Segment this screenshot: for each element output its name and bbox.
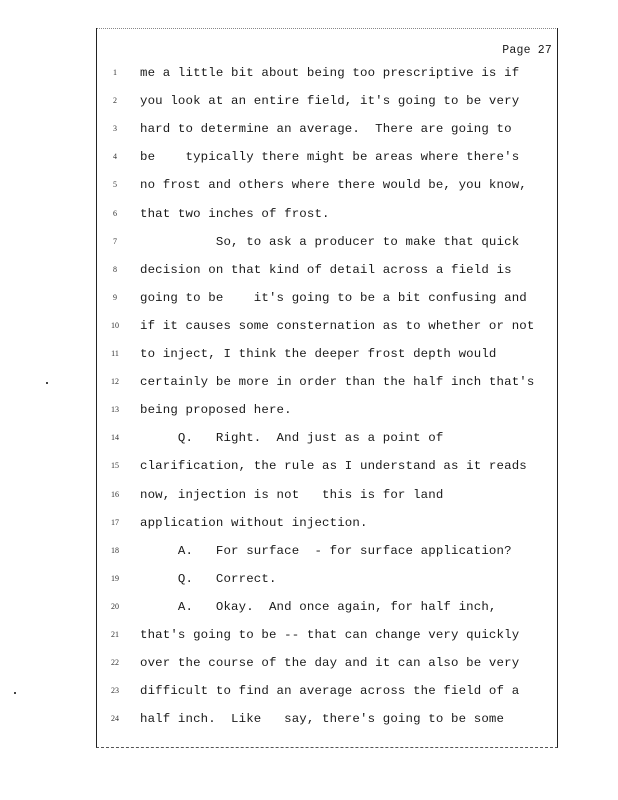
line-number: 10 — [111, 320, 119, 330]
transcript-line-text: hard to determine an average. There are going to — [140, 122, 512, 137]
line-number: 8 — [113, 264, 117, 274]
line-number: 24 — [111, 714, 119, 724]
transcript-line-text: going to be it's going to be a bit confusing and — [140, 290, 527, 305]
transcript-line-text: So, to ask a producer to make that quick — [140, 234, 520, 249]
line-number: 23 — [111, 686, 119, 696]
scan-margin-mark — [14, 692, 16, 694]
transcript-line-text: that's going to be -- that can change very quickly — [140, 628, 520, 642]
line-number: 14 — [111, 433, 119, 443]
line-number: 20 — [111, 601, 119, 611]
transcript-line-text: you look at an entire field, it's going to be very — [140, 94, 520, 109]
transcript-line-text: over the course of the day and it can also be very — [140, 656, 520, 671]
line-number: 2 — [113, 96, 117, 106]
transcript-line-text: decision on that kind of detail across a field is — [140, 262, 512, 277]
page-number: Page 27 — [502, 44, 552, 57]
line-number: 21 — [111, 630, 119, 639]
line-number: 15 — [111, 461, 119, 471]
transcript-line-text: being proposed here. — [140, 403, 292, 418]
line-number: 6 — [113, 208, 117, 218]
line-number: 12 — [111, 377, 119, 387]
transcript-line-text: Q. Correct. — [140, 571, 277, 586]
transcript-line-text: application without injection. — [140, 515, 368, 530]
line-number: 17 — [111, 517, 119, 527]
transcript-line-text: Q. Right. And just as a point of — [140, 431, 444, 446]
transcript-line-text: now, injection is not this is for land — [140, 487, 444, 502]
line-number: 4 — [113, 152, 117, 162]
line-number: 13 — [111, 405, 119, 415]
line-number: 19 — [111, 573, 119, 583]
transcript-line-text: half inch. Like say, there's going to be some — [140, 712, 505, 727]
line-number: 3 — [113, 124, 117, 134]
line-number: 1 — [113, 68, 117, 77]
transcript-line-text: A. For surface - for surface application? — [140, 543, 512, 558]
scan-margin-mark — [46, 382, 48, 384]
transcript-line-text: to inject, I think the deeper frost depth would — [140, 347, 497, 361]
transcript-line-text: clarification, the rule as I understand as it reads — [140, 459, 527, 474]
line-number: 7 — [113, 236, 117, 246]
line-number: 11 — [111, 349, 119, 358]
line-number: 18 — [111, 545, 119, 555]
line-number: 5 — [113, 180, 117, 190]
line-number: 16 — [111, 489, 119, 499]
transcript-line-text: be typically there might be areas where there's — [140, 150, 520, 165]
line-number: 22 — [111, 658, 119, 668]
transcript-line-text: no frost and others where there would be, you know, — [140, 178, 527, 193]
transcript-line-text: if it causes some consternation as to whether or not — [140, 318, 535, 333]
transcript-line-text: that two inches of frost. — [140, 206, 330, 221]
transcript-line-text: certainly be more in order than the half inch that's — [140, 375, 535, 390]
line-number: 9 — [113, 292, 117, 302]
transcript-line-text: difficult to find an average across the field of a — [140, 684, 520, 699]
transcript-line-text: A. Okay. And once again, for half inch, — [140, 599, 497, 614]
transcript-line-text: me a little bit about being too prescriptive is if — [140, 66, 520, 80]
